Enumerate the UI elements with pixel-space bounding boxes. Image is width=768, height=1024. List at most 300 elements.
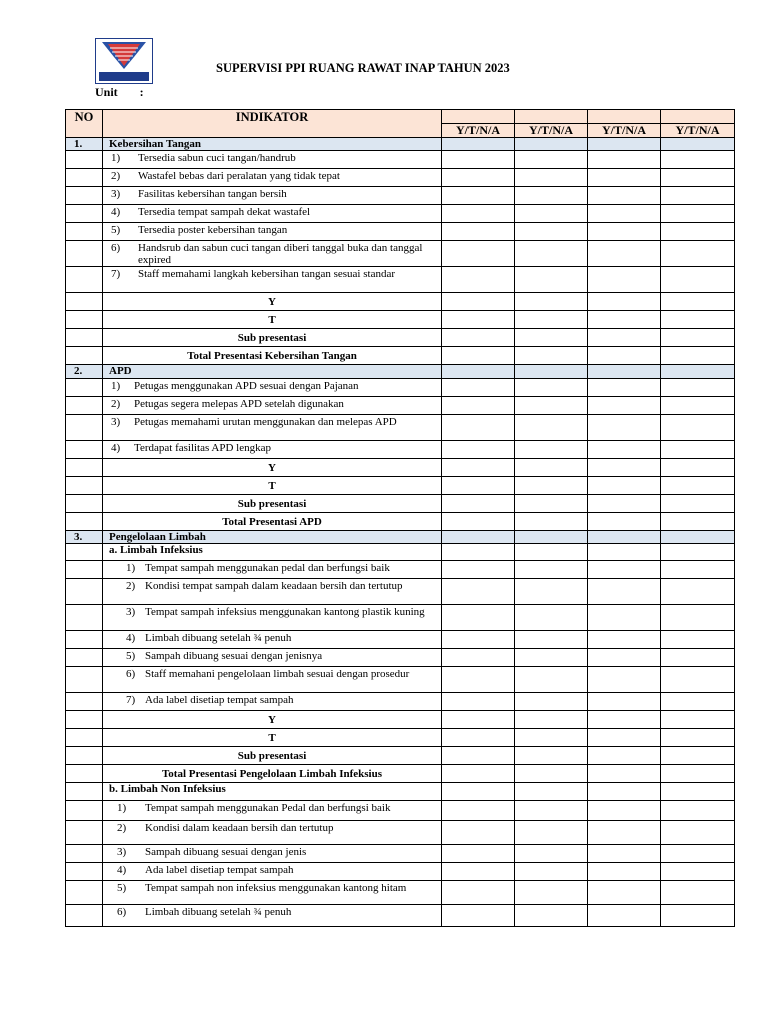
indicator-number: 3)	[117, 846, 127, 858]
header-blank-3	[588, 110, 661, 124]
indicator-ytna-cell-1[interactable]	[442, 821, 515, 845]
indicator-ytna-cell-1[interactable]	[442, 441, 515, 459]
subsection-title: b. Limbah Non Infeksius	[103, 783, 442, 801]
indicator-ytna-cell-2[interactable]	[515, 205, 588, 223]
indicator-text: Petugas memahami urutan menggunakan dan melepas APD	[134, 416, 397, 428]
subsection-ytna-cell-4[interactable]	[661, 544, 735, 561]
indicator-cell	[103, 561, 442, 579]
no-cell	[66, 347, 103, 365]
subsection-title: a. Limbah Infeksius	[103, 544, 442, 561]
row-total-presentasi-ytna-cell-2[interactable]	[515, 513, 588, 531]
indicator-text: Kondisi tempat sampah dalam keadaan bersih dan tertutup	[145, 580, 403, 592]
indicator-number: 5)	[126, 650, 136, 662]
indicator-text: Petugas segera melepas APD setelah digunakan	[134, 398, 344, 410]
row-total-presentasi-ytna-cell-1[interactable]	[442, 765, 515, 783]
row-total-presentasi: Total Presentasi Pengelolaan Limbah Infeksius	[103, 765, 442, 783]
indicator-cell	[103, 649, 442, 667]
indicator-ytna-cell-1[interactable]	[442, 905, 515, 927]
section-blank-cell	[442, 138, 515, 151]
row-total-presentasi-ytna-cell-4[interactable]	[661, 513, 735, 531]
no-cell	[66, 729, 103, 747]
indicator-ytna-cell-4[interactable]	[661, 845, 735, 863]
unit-label	[95, 85, 144, 100]
indicator-text: Kondisi dalam keadaan bersih dan tertutup	[145, 822, 334, 834]
indicator-text: Fasilitas kebersihan tangan bersih	[138, 188, 287, 200]
indicator-ytna-cell-4[interactable]	[661, 397, 735, 415]
indicator-number: 3)	[126, 606, 136, 618]
indicator-ytna-cell-4[interactable]	[661, 241, 735, 267]
row-t-ytna-cell-1[interactable]	[442, 311, 515, 329]
row-sub-presentasi-ytna-cell-4[interactable]	[661, 329, 735, 347]
indicator-cell	[103, 151, 442, 169]
row-t: T	[103, 311, 442, 329]
row-sub-presentasi-ytna-cell-4[interactable]	[661, 747, 735, 765]
indicator-text: Limbah dibuang setelah ¾ penuh	[145, 632, 292, 644]
indicator-cell	[103, 863, 442, 881]
no-cell	[66, 905, 103, 927]
indicator-ytna-cell-3[interactable]	[588, 905, 661, 927]
section-blank-cell	[588, 531, 661, 544]
section-blank-cell	[588, 365, 661, 379]
subsection-ytna-cell-1[interactable]	[442, 544, 515, 561]
no-cell	[66, 267, 103, 293]
indicator-ytna-cell-2[interactable]	[515, 631, 588, 649]
row-t: T	[103, 477, 442, 495]
indicator-text: Staff memahani pengelolaan limbah sesuai dengan prosedur	[145, 668, 410, 680]
indicator-ytna-cell-3[interactable]	[588, 267, 661, 293]
no-cell	[66, 441, 103, 459]
indicator-number: 4)	[111, 206, 121, 218]
indicator-ytna-cell-2[interactable]	[515, 649, 588, 667]
no-cell	[66, 495, 103, 513]
indicator-number: 7)	[111, 268, 121, 280]
indicator-cell	[103, 169, 442, 187]
indicator-ytna-cell-2[interactable]	[515, 845, 588, 863]
indicator-ytna-cell-2[interactable]	[515, 441, 588, 459]
indicator-ytna-cell-3[interactable]	[588, 187, 661, 205]
indicator-ytna-cell-1[interactable]	[442, 605, 515, 631]
indicator-ytna-cell-4[interactable]	[661, 267, 735, 293]
row-total-presentasi-ytna-cell-4[interactable]	[661, 347, 735, 365]
no-cell	[66, 544, 103, 561]
row-total-presentasi-ytna-cell-2[interactable]	[515, 347, 588, 365]
indicator-ytna-cell-1[interactable]	[442, 241, 515, 267]
indicator-ytna-cell-3[interactable]	[588, 801, 661, 821]
section-number: 3.	[66, 531, 103, 544]
section-title: Pengelolaan Limbah	[103, 531, 442, 544]
indicator-ytna-cell-4[interactable]	[661, 379, 735, 397]
indicator-cell	[103, 801, 442, 821]
indicator-ytna-cell-3[interactable]	[588, 441, 661, 459]
header-ytna-4: Y/T/N/A	[661, 124, 735, 138]
row-total-presentasi-ytna-cell-1[interactable]	[442, 347, 515, 365]
indicator-cell	[103, 605, 442, 631]
no-cell	[66, 747, 103, 765]
indicator-text: Tempat sampah menggunakan pedal dan berfungsi baik	[145, 562, 390, 574]
row-t-ytna-cell-2[interactable]	[515, 311, 588, 329]
indicator-ytna-cell-2[interactable]	[515, 151, 588, 169]
mitra-sejati-logo	[95, 38, 153, 84]
indicator-ytna-cell-2[interactable]	[515, 397, 588, 415]
no-cell	[66, 513, 103, 531]
subsection-ytna-cell-3[interactable]	[588, 783, 661, 801]
indicator-ytna-cell-2[interactable]	[515, 863, 588, 881]
indicator-ytna-cell-1[interactable]	[442, 631, 515, 649]
subsection-ytna-cell-1[interactable]	[442, 783, 515, 801]
no-cell	[66, 783, 103, 801]
indicator-ytna-cell-3[interactable]	[588, 151, 661, 169]
indicator-ytna-cell-2[interactable]	[515, 693, 588, 711]
row-y-ytna-cell-3[interactable]	[588, 711, 661, 729]
indicator-ytna-cell-3[interactable]	[588, 561, 661, 579]
indicator-ytna-cell-4[interactable]	[661, 649, 735, 667]
indicator-ytna-cell-4[interactable]	[661, 881, 735, 905]
indicator-ytna-cell-2[interactable]	[515, 241, 588, 267]
section-number: 1.	[66, 138, 103, 151]
unit-label-text: Unit	[95, 85, 118, 99]
indicator-text: Sampah dibuang sesuai dengan jenis	[145, 846, 307, 858]
indicator-ytna-cell-1[interactable]	[442, 415, 515, 441]
indicator-cell	[103, 579, 442, 605]
indicator-number: 5)	[117, 882, 127, 894]
indicator-cell	[103, 441, 442, 459]
indicator-ytna-cell-3[interactable]	[588, 863, 661, 881]
indicator-ytna-cell-4[interactable]	[661, 631, 735, 649]
row-t-ytna-cell-4[interactable]	[661, 729, 735, 747]
indicator-ytna-cell-2[interactable]	[515, 579, 588, 605]
no-cell	[66, 477, 103, 495]
indicator-text: Ada label disetiap tempat sampah	[145, 864, 294, 876]
indicator-ytna-cell-4[interactable]	[661, 693, 735, 711]
indicator-ytna-cell-4[interactable]	[661, 169, 735, 187]
indicator-ytna-cell-1[interactable]	[442, 187, 515, 205]
no-cell	[66, 379, 103, 397]
indicator-ytna-cell-2[interactable]	[515, 169, 588, 187]
header-no: NO	[66, 110, 103, 138]
indicator-ytna-cell-3[interactable]	[588, 605, 661, 631]
no-cell	[66, 881, 103, 905]
indicator-cell	[103, 187, 442, 205]
section-blank-cell	[515, 138, 588, 151]
indicator-number: 6)	[117, 906, 127, 918]
row-sub-presentasi-ytna-cell-1[interactable]	[442, 495, 515, 513]
header-ytna-3: Y/T/N/A	[588, 124, 661, 138]
row-y-ytna-cell-2[interactable]	[515, 711, 588, 729]
indicator-ytna-cell-3[interactable]	[588, 169, 661, 187]
indicator-number: 1)	[111, 380, 121, 392]
indicator-cell	[103, 267, 442, 293]
no-cell	[66, 863, 103, 881]
subsection-ytna-cell-4[interactable]	[661, 783, 735, 801]
no-cell	[66, 605, 103, 631]
row-total-presentasi-ytna-cell-3[interactable]	[588, 765, 661, 783]
row-sub-presentasi-ytna-cell-1[interactable]	[442, 329, 515, 347]
indicator-number: 3)	[111, 416, 121, 428]
indicator-text: Tersedia poster kebersihan tangan	[138, 224, 288, 236]
indicator-ytna-cell-2[interactable]	[515, 267, 588, 293]
section-blank-cell	[661, 138, 735, 151]
indicator-text: Sampah dibuang sesuai dengan jenisnya	[145, 650, 323, 662]
indicator-cell	[103, 241, 442, 267]
indicator-cell	[103, 821, 442, 845]
row-t-ytna-cell-3[interactable]	[588, 477, 661, 495]
supervision-table	[65, 109, 735, 927]
indicator-ytna-cell-4[interactable]	[661, 205, 735, 223]
indicator-ytna-cell-3[interactable]	[588, 379, 661, 397]
no-cell	[66, 293, 103, 311]
row-t-ytna-cell-4[interactable]	[661, 477, 735, 495]
indicator-ytna-cell-1[interactable]	[442, 649, 515, 667]
page-title: SUPERVISI PPI RUANG RAWAT INAP TAHUN 2023	[216, 61, 510, 75]
row-sub-presentasi-ytna-cell-2[interactable]	[515, 495, 588, 513]
indicator-number: 4)	[111, 442, 121, 454]
subsection-ytna-cell-2[interactable]	[515, 783, 588, 801]
no-cell	[66, 169, 103, 187]
indicator-ytna-cell-3[interactable]	[588, 667, 661, 693]
indicator-ytna-cell-3[interactable]	[588, 649, 661, 667]
row-y-ytna-cell-1[interactable]	[442, 459, 515, 477]
indicator-ytna-cell-1[interactable]	[442, 845, 515, 863]
row-t-ytna-cell-4[interactable]	[661, 311, 735, 329]
indicator-text: Staff memahami langkah kebersihan tangan sesuai standar	[138, 268, 395, 280]
header-ytna-2: Y/T/N/A	[515, 124, 588, 138]
indicator-ytna-cell-2[interactable]	[515, 415, 588, 441]
indicator-ytna-cell-2[interactable]	[515, 379, 588, 397]
indicator-ytna-cell-1[interactable]	[442, 397, 515, 415]
indicator-text: Tempat sampah infeksius menggunakan kantong plastik kuning	[145, 606, 425, 618]
indicator-ytna-cell-3[interactable]	[588, 223, 661, 241]
indicator-ytna-cell-1[interactable]	[442, 205, 515, 223]
row-sub-presentasi-ytna-cell-2[interactable]	[515, 747, 588, 765]
indicator-ytna-cell-1[interactable]	[442, 379, 515, 397]
indicator-ytna-cell-2[interactable]	[515, 561, 588, 579]
indicator-ytna-cell-1[interactable]	[442, 223, 515, 241]
row-y-ytna-cell-2[interactable]	[515, 459, 588, 477]
no-cell	[66, 329, 103, 347]
section-blank-cell	[661, 531, 735, 544]
indicator-text: Tempat sampah non infeksius menggunakan kantong hitam	[145, 882, 407, 894]
indicator-number: 2)	[126, 580, 136, 592]
indicator-ytna-cell-1[interactable]	[442, 151, 515, 169]
row-t-ytna-cell-2[interactable]	[515, 729, 588, 747]
indicator-cell	[103, 205, 442, 223]
row-sub-presentasi: Sub presentasi	[103, 495, 442, 513]
indicator-ytna-cell-4[interactable]	[661, 151, 735, 169]
indicator-cell	[103, 631, 442, 649]
row-sub-presentasi-ytna-cell-4[interactable]	[661, 495, 735, 513]
indicator-ytna-cell-4[interactable]	[661, 863, 735, 881]
row-total-presentasi-ytna-cell-3[interactable]	[588, 347, 661, 365]
indicator-ytna-cell-4[interactable]	[661, 187, 735, 205]
no-cell	[66, 765, 103, 783]
indicator-cell	[103, 415, 442, 441]
row-sub-presentasi-ytna-cell-3[interactable]	[588, 495, 661, 513]
indicator-ytna-cell-3[interactable]	[588, 579, 661, 605]
no-cell	[66, 311, 103, 329]
header-blank-2	[515, 110, 588, 124]
indicator-ytna-cell-3[interactable]	[588, 631, 661, 649]
indicator-text: Limbah dibuang setelah ¾ penuh	[145, 906, 292, 918]
row-total-presentasi-ytna-cell-2[interactable]	[515, 765, 588, 783]
section-number: 2.	[66, 365, 103, 379]
row-sub-presentasi-ytna-cell-3[interactable]	[588, 747, 661, 765]
indicator-ytna-cell-4[interactable]	[661, 821, 735, 845]
row-t-ytna-cell-1[interactable]	[442, 729, 515, 747]
indicator-cell	[103, 379, 442, 397]
row-total-presentasi-ytna-cell-3[interactable]	[588, 513, 661, 531]
row-t: T	[103, 729, 442, 747]
no-cell	[66, 667, 103, 693]
indicator-ytna-cell-3[interactable]	[588, 241, 661, 267]
indicator-ytna-cell-4[interactable]	[661, 441, 735, 459]
indicator-ytna-cell-4[interactable]	[661, 605, 735, 631]
row-y-ytna-cell-4[interactable]	[661, 459, 735, 477]
indicator-number: 2)	[117, 822, 127, 834]
row-t-ytna-cell-3[interactable]	[588, 729, 661, 747]
indicator-ytna-cell-4[interactable]	[661, 905, 735, 927]
indicator-ytna-cell-3[interactable]	[588, 415, 661, 441]
subsection-ytna-cell-2[interactable]	[515, 544, 588, 561]
row-y-ytna-cell-1[interactable]	[442, 711, 515, 729]
no-cell	[66, 631, 103, 649]
no-cell	[66, 711, 103, 729]
header-indikator: INDIKATOR	[103, 110, 442, 138]
indicator-text: Wastafel bebas dari peralatan yang tidak tepat	[138, 170, 340, 182]
indicator-ytna-cell-1[interactable]	[442, 801, 515, 821]
indicator-ytna-cell-1[interactable]	[442, 169, 515, 187]
indicator-ytna-cell-4[interactable]	[661, 667, 735, 693]
indicator-ytna-cell-4[interactable]	[661, 223, 735, 241]
row-total-presentasi-ytna-cell-1[interactable]	[442, 513, 515, 531]
indicator-ytna-cell-1[interactable]	[442, 579, 515, 605]
row-t-ytna-cell-3[interactable]	[588, 311, 661, 329]
header-blank-1	[442, 110, 515, 124]
indicator-text: Handsrub dan sabun cuci tangan diberi tanggal buka dan tanggal expired	[138, 242, 423, 266]
no-cell	[66, 649, 103, 667]
no-cell	[66, 241, 103, 267]
row-total-presentasi: Total Presentasi APD	[103, 513, 442, 531]
row-t-ytna-cell-1[interactable]	[442, 477, 515, 495]
indicator-ytna-cell-2[interactable]	[515, 821, 588, 845]
indicator-ytna-cell-2[interactable]	[515, 801, 588, 821]
section-title: APD	[103, 365, 442, 379]
indicator-ytna-cell-3[interactable]	[588, 397, 661, 415]
indicator-ytna-cell-2[interactable]	[515, 667, 588, 693]
indicator-ytna-cell-2[interactable]	[515, 605, 588, 631]
section-blank-cell	[661, 365, 735, 379]
indicator-number: 6)	[111, 242, 121, 254]
indicator-ytna-cell-4[interactable]	[661, 561, 735, 579]
row-sub-presentasi: Sub presentasi	[103, 329, 442, 347]
no-cell	[66, 151, 103, 169]
row-sub-presentasi-ytna-cell-2[interactable]	[515, 329, 588, 347]
row-y-ytna-cell-4[interactable]	[661, 711, 735, 729]
indicator-number: 7)	[126, 694, 136, 706]
no-cell	[66, 821, 103, 845]
indicator-cell	[103, 667, 442, 693]
row-y: Y	[103, 711, 442, 729]
row-y-ytna-cell-3[interactable]	[588, 459, 661, 477]
indicator-number: 4)	[126, 632, 136, 644]
indicator-cell	[103, 223, 442, 241]
row-y: Y	[103, 293, 442, 311]
indicator-ytna-cell-1[interactable]	[442, 863, 515, 881]
indicator-ytna-cell-2[interactable]	[515, 905, 588, 927]
row-y-ytna-cell-2[interactable]	[515, 293, 588, 311]
no-cell	[66, 459, 103, 477]
row-total-presentasi: Total Presentasi Kebersihan Tangan	[103, 347, 442, 365]
row-sub-presentasi-ytna-cell-3[interactable]	[588, 329, 661, 347]
no-cell	[66, 845, 103, 863]
indicator-ytna-cell-1[interactable]	[442, 881, 515, 905]
indicator-ytna-cell-4[interactable]	[661, 801, 735, 821]
indicator-cell	[103, 693, 442, 711]
unit-colon: :	[139, 85, 144, 99]
no-cell	[66, 801, 103, 821]
row-total-presentasi-ytna-cell-4[interactable]	[661, 765, 735, 783]
no-cell	[66, 561, 103, 579]
indicator-number: 2)	[111, 170, 121, 182]
section-blank-cell	[515, 365, 588, 379]
indicator-number: 5)	[111, 224, 121, 236]
indicator-ytna-cell-3[interactable]	[588, 693, 661, 711]
indicator-ytna-cell-3[interactable]	[588, 821, 661, 845]
indicator-ytna-cell-2[interactable]	[515, 187, 588, 205]
indicator-ytna-cell-2[interactable]	[515, 881, 588, 905]
indicator-ytna-cell-3[interactable]	[588, 205, 661, 223]
indicator-text: Tersedia tempat sampah dekat wastafel	[138, 206, 311, 218]
indicator-number: 1)	[117, 802, 127, 814]
indicator-text: Tersedia sabun cuci tangan/handrub	[138, 152, 296, 164]
indicator-cell	[103, 397, 442, 415]
indicator-text: Petugas menggunakan APD sesuai dengan Pajanan	[134, 380, 359, 392]
row-y-ytna-cell-4[interactable]	[661, 293, 735, 311]
indicator-ytna-cell-1[interactable]	[442, 693, 515, 711]
no-cell	[66, 187, 103, 205]
indicator-number: 3)	[111, 188, 121, 200]
row-sub-presentasi-ytna-cell-1[interactable]	[442, 747, 515, 765]
indicator-ytna-cell-2[interactable]	[515, 223, 588, 241]
indicator-number: 1)	[126, 562, 136, 574]
indicator-text: Terdapat fasilitas APD lengkap	[134, 442, 272, 454]
indicator-cell	[103, 845, 442, 863]
no-cell	[66, 205, 103, 223]
section-blank-cell	[515, 531, 588, 544]
indicator-ytna-cell-1[interactable]	[442, 561, 515, 579]
indicator-ytna-cell-3[interactable]	[588, 845, 661, 863]
indicator-text: Ada label disetiap tempat sampah	[145, 694, 294, 706]
row-t-ytna-cell-2[interactable]	[515, 477, 588, 495]
section-blank-cell	[442, 365, 515, 379]
no-cell	[66, 415, 103, 441]
indicator-ytna-cell-3[interactable]	[588, 881, 661, 905]
row-y-ytna-cell-1[interactable]	[442, 293, 515, 311]
indicator-number: 2)	[111, 398, 121, 410]
indicator-text: Tempat sampah menggunakan Pedal dan berfungsi baik	[145, 802, 391, 814]
header-blank-4	[661, 110, 735, 124]
indicator-number: 6)	[126, 668, 136, 680]
indicator-cell	[103, 881, 442, 905]
row-y-ytna-cell-3[interactable]	[588, 293, 661, 311]
indicator-ytna-cell-4[interactable]	[661, 415, 735, 441]
indicator-ytna-cell-4[interactable]	[661, 579, 735, 605]
section-blank-cell	[588, 138, 661, 151]
indicator-ytna-cell-1[interactable]	[442, 667, 515, 693]
subsection-ytna-cell-3[interactable]	[588, 544, 661, 561]
indicator-ytna-cell-1[interactable]	[442, 267, 515, 293]
indicator-number: 1)	[111, 152, 121, 164]
section-blank-cell	[442, 531, 515, 544]
